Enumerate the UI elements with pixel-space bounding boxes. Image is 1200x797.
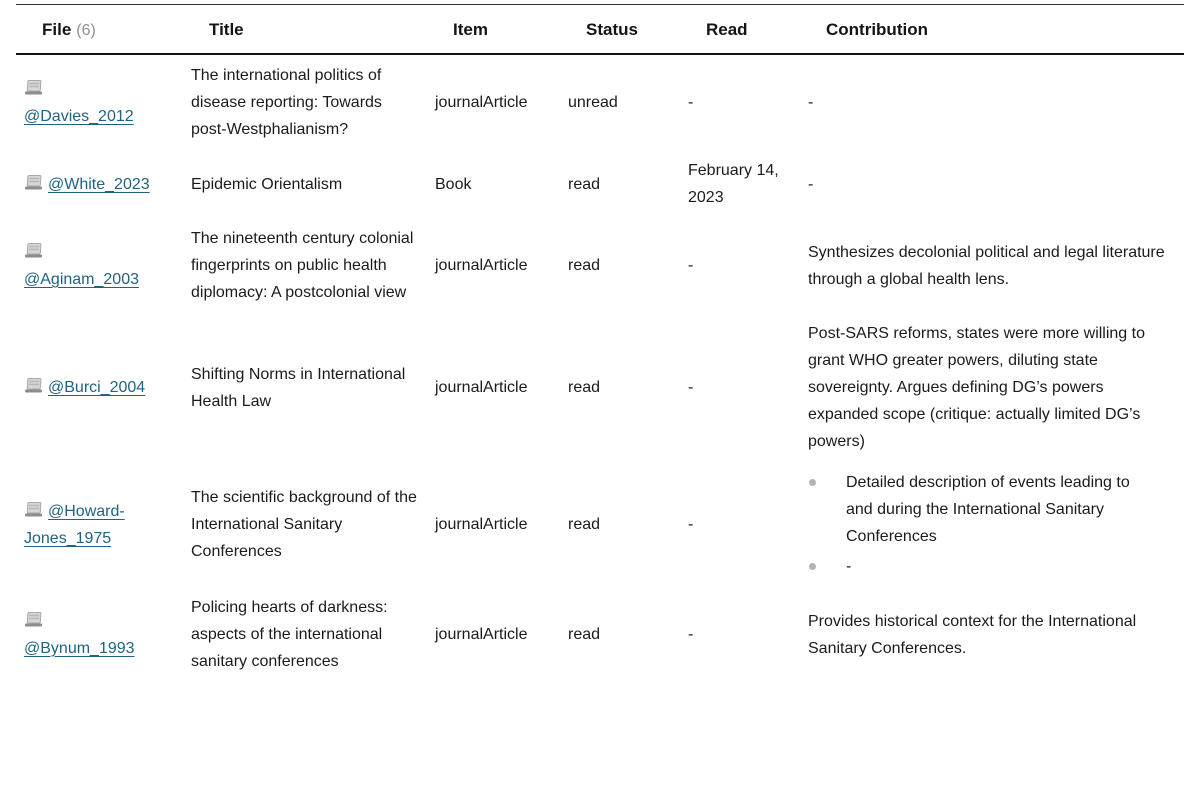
file-cell <box>16 462 183 587</box>
contribution-cell <box>800 462 1184 587</box>
contribution-cell: - <box>808 175 814 193</box>
status-header-label: Status <box>586 20 638 39</box>
status-cell: read <box>568 626 601 643</box>
contribution-list <box>808 469 1140 580</box>
column-header-read <box>680 5 800 55</box>
item-cell: journalArticle <box>435 257 528 274</box>
item-cell: Book <box>435 175 472 193</box>
column-header-contribution <box>800 5 1184 55</box>
table-header <box>16 5 1184 55</box>
read-header-label: Read <box>706 20 748 39</box>
laptop-attachment-icon <box>24 610 44 626</box>
references-table <box>16 4 1184 682</box>
status-cell: read <box>568 257 601 274</box>
status-cell: unread <box>568 94 618 111</box>
file-link-label: @Bynum_1993 <box>24 639 135 657</box>
contribution-cell: Provides historical context for the International Sanitary Conferences. <box>808 612 1137 657</box>
table-body <box>16 54 1184 682</box>
laptop-attachment-icon <box>24 241 44 257</box>
contribution-cell: Post-SARS reforms, states were more willing to grant WHO greater powers, diluting state sovereignty. Argues defining DG’s powers expanded scope (critique: actually limited DG’s powers) <box>808 325 1145 450</box>
read-cell: - <box>688 257 694 274</box>
header-row <box>16 5 1184 55</box>
contribution-list-item: Detailed description of events leading to and during the International Sanitary Conferences <box>808 469 1140 550</box>
table-row <box>16 462 1184 587</box>
file-link-label: @White_2023 <box>48 175 150 193</box>
file-link[interactable] <box>24 613 135 657</box>
title-cell: Epidemic Orientalism <box>191 175 343 193</box>
laptop-attachment-icon <box>24 173 44 189</box>
read-cell: - <box>688 379 694 396</box>
file-link[interactable] <box>24 503 125 547</box>
file-link[interactable] <box>24 81 134 125</box>
column-header-title <box>183 5 427 55</box>
laptop-attachment-icon <box>24 500 44 516</box>
file-header-label: File <box>42 20 72 39</box>
title-cell: Policing hearts of darkness: aspects of the international sanitary conferences <box>191 599 388 670</box>
read-cell: - <box>688 94 694 111</box>
file-cell <box>16 587 183 682</box>
file-link[interactable] <box>24 379 145 396</box>
status-cell: read <box>568 516 601 533</box>
table-row <box>16 218 1184 313</box>
contribution-cell: - <box>808 94 814 111</box>
file-link[interactable] <box>24 176 150 193</box>
read-cell: - <box>688 626 694 643</box>
file-cell <box>16 218 183 313</box>
item-header-label: Item <box>453 20 488 39</box>
title-cell: The international politics of disease reporting: Towards post-Westphalianism? <box>191 67 382 138</box>
file-cell <box>16 150 183 218</box>
file-cell <box>16 54 183 150</box>
column-header-item <box>427 5 560 55</box>
file-link-label: @Howard-Jones_1975 <box>24 502 125 547</box>
table-row <box>16 313 1184 462</box>
laptop-attachment-icon <box>24 78 44 94</box>
contribution-list-item: - <box>808 553 1140 580</box>
laptop-attachment-icon <box>24 376 44 392</box>
column-header-file <box>16 5 183 55</box>
file-link-label: @Burci_2004 <box>48 379 146 396</box>
file-cell <box>16 313 183 462</box>
file-count-badge: (6) <box>76 22 96 39</box>
read-cell: - <box>688 516 694 533</box>
item-cell: journalArticle <box>435 379 528 396</box>
contribution-header-label: Contribution <box>826 20 928 39</box>
file-link-label: @Aginam_2003 <box>24 270 139 288</box>
file-link-label: @Davies_2012 <box>24 107 134 125</box>
table-row <box>16 150 1184 218</box>
read-cell: February 14, 2023 <box>688 162 779 206</box>
title-cell: The scientific background of the International Sanitary Conferences <box>191 489 417 560</box>
column-header-status <box>560 5 680 55</box>
table-row <box>16 54 1184 150</box>
file-link[interactable] <box>24 244 139 288</box>
status-cell: read <box>568 379 601 396</box>
table-row <box>16 587 1184 682</box>
item-cell: journalArticle <box>435 94 528 111</box>
title-cell: Shifting Norms in International Health Law <box>191 365 406 410</box>
title-header-label: Title <box>209 20 244 39</box>
title-cell: The nineteenth century colonial fingerprints on public health diplomacy: A postcolonial view <box>191 230 414 301</box>
status-cell: read <box>568 175 601 193</box>
item-cell: journalArticle <box>435 516 528 533</box>
item-cell: journalArticle <box>435 626 528 643</box>
contribution-cell: Synthesizes decolonial political and legal literature through a global health lens. <box>808 243 1165 288</box>
